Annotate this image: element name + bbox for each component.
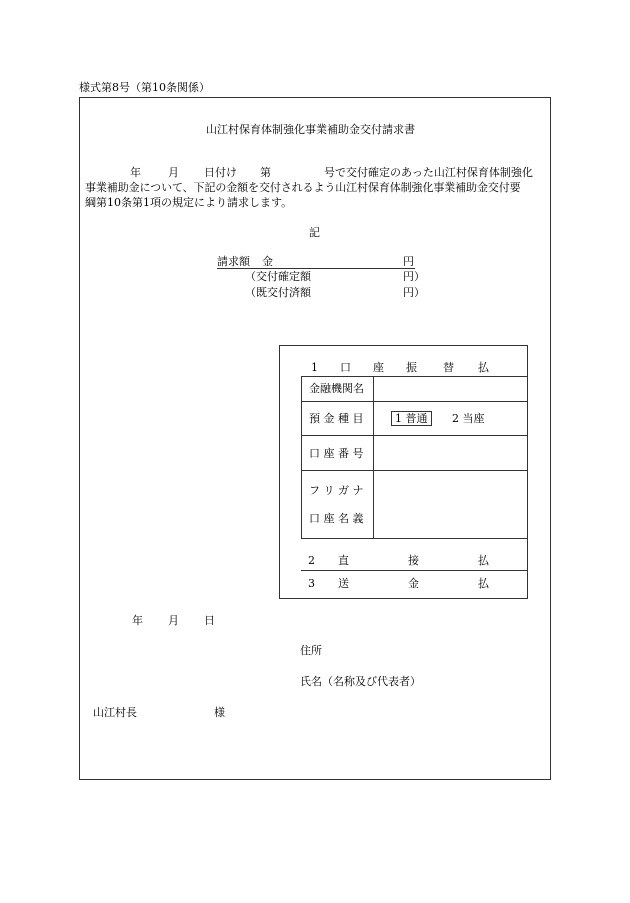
transfer-char-1: 口 (340, 361, 351, 374)
confirmed-amount-yen: 円） (403, 270, 425, 283)
deposit-option-ordinary: 1 普通 (391, 411, 432, 426)
direct-char-3: 払 (478, 554, 489, 567)
footer-month: 月 (168, 614, 179, 627)
ki-heading: 記 (309, 226, 320, 239)
form-title: 山江村保育体制強化事業補助金交付請求書 (206, 123, 415, 136)
number-dai: 第 (260, 166, 271, 179)
remit-char-1: 送 (338, 577, 349, 590)
transfer-char-3: 振 (406, 361, 417, 374)
row-divider-3 (301, 435, 528, 436)
row-divider-1 (301, 376, 528, 377)
name-label: 氏名（名称及び代表者） (300, 675, 421, 688)
label-column-divider (373, 376, 374, 538)
left-inner-border (301, 376, 302, 538)
date-day: 日付け (204, 166, 237, 179)
deposit-option-current: 2 当座 (452, 412, 485, 425)
direct-char-1: 直 (338, 554, 349, 567)
remit-num: 3 (308, 577, 315, 590)
request-amount-yen: 円 (403, 255, 414, 268)
row-divider-2 (301, 401, 528, 402)
remit-char-2: 金 (408, 577, 419, 590)
row-divider-4 (301, 470, 528, 471)
transfer-char-2: 座 (373, 361, 384, 374)
row-divider-6 (301, 570, 528, 571)
paid-amount-yen: 円） (403, 286, 425, 299)
form-number: 様式第8号（第10条関係） (79, 81, 210, 94)
request-amount-kin: 金 (262, 255, 273, 268)
date-year: 年 (130, 166, 141, 179)
row-divider-5 (301, 538, 528, 539)
footer-day: 日 (204, 614, 215, 627)
body-line-1: 号で交付確定のあった山江村保育体制強化 (324, 166, 533, 179)
request-amount-label: 請求額 (217, 255, 250, 268)
paid-amount-label: （既交付済額 (245, 286, 311, 299)
remit-char-3: 払 (478, 577, 489, 590)
request-amount-underline (217, 268, 415, 269)
institution-label: 金融機関名 (309, 382, 364, 395)
date-month: 月 (168, 166, 179, 179)
account-number-label: 口 座 番 号 (309, 447, 364, 460)
addressee-sama: 様 (214, 706, 225, 719)
transfer-char-4: 替 (443, 361, 454, 374)
address-label: 住所 (300, 644, 322, 657)
furigana-label: フ リ ガ ナ (309, 484, 364, 497)
direct-char-2: 接 (408, 554, 419, 567)
account-name-label: 口 座 名 義 (309, 512, 364, 525)
direct-num: 2 (308, 554, 315, 567)
body-line-3: 綱第10条第1項の規定により請求します。 (85, 196, 293, 209)
addressee: 山江村長 (93, 706, 137, 719)
transfer-char-5: 払 (478, 361, 489, 374)
footer-year: 年 (132, 614, 143, 627)
confirmed-amount-label: （交付確定額 (245, 270, 311, 283)
body-line-2: 事業補助金について、下記の金額を交付されるよう山江村保育体制強化事業補助金交付要 (85, 181, 521, 194)
transfer-num: 1 (311, 361, 318, 374)
deposit-type-label: 預 金 種 目 (309, 412, 364, 425)
